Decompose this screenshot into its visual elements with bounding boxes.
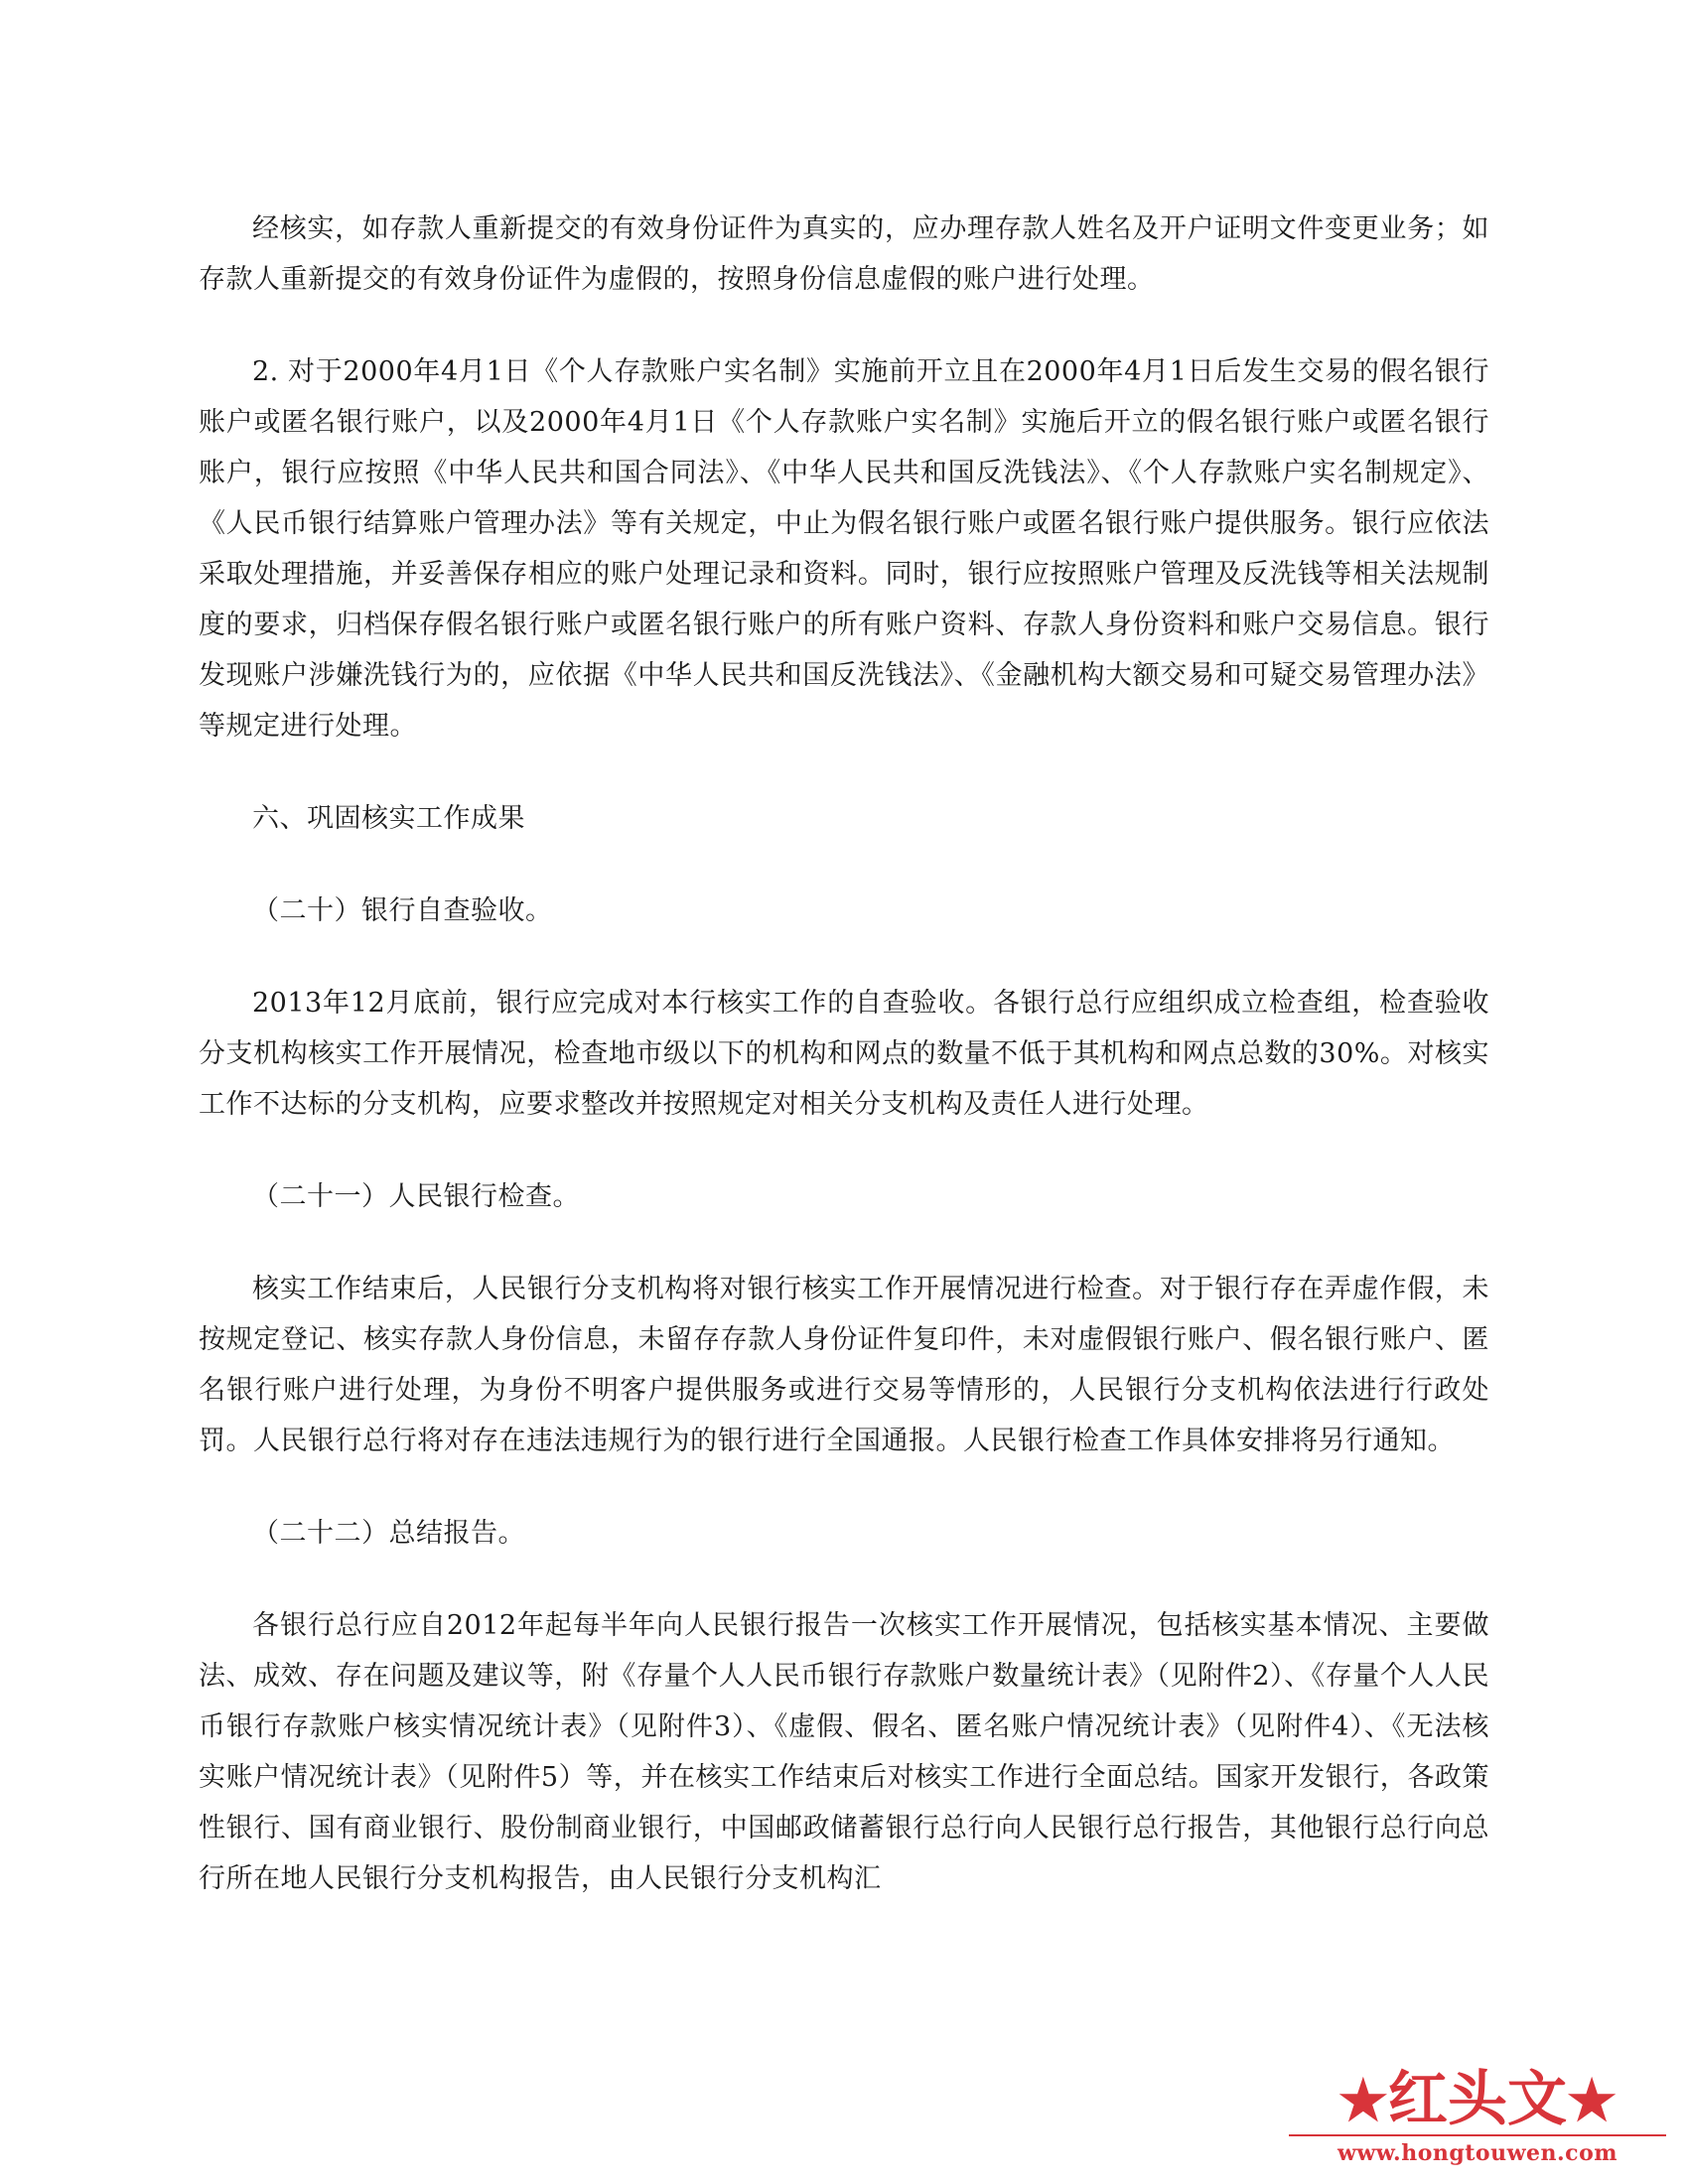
paragraph-summary-report: 各银行总行应自2012年起每半年向人民银行报告一次核实工作开展情况，包括核实基本情况、主要做法、成效、存在问题及建议等，附《存量个人人民币银行存款账户数量统计表》（见附件2）、《存量个人人民币银行存款账户核实情况统计表》（见附件3）、《虚假、假名、匿名账户情况统计表》（见附件4）、《无法核实账户情况统计表》（见附件5）等，并在核实工作结束后对核实工作进行全面总结。国家开发银行，各政策性银行、国有商业银行、股份制商业银行，中国邮政储蓄银行总行向人民银行总行报告，其他银行总行向总行所在地人民银行分支机构报告，由人民银行分支机构汇 <box>199 1610 1489 1894</box>
watermark-divider <box>1289 2134 1666 2136</box>
star-icon: ★ <box>1567 2068 1618 2133</box>
section-heading-6: 六、巩固核实工作成果 <box>252 803 525 834</box>
watermark-title-row <box>1289 2065 1666 2135</box>
document-body <box>199 204 1489 1904</box>
watermark-title: 红头文 <box>1388 2065 1567 2134</box>
watermark-url: www.hongtouwen.com <box>1336 2140 1618 2166</box>
subheading-21: （二十一）人民银行检查。 <box>252 1181 580 1212</box>
paragraph-pboc-inspection: 核实工作结束后，人民银行分支机构将对银行核实工作开展情况进行检查。对于银行存在弄虚作假，未按规定登记、核实存款人身份信息，未留存存款人身份证件复印件，未对虚假银行账户、假名银行账户、匿名银行账户进行处理，为身份不明客户提供服务或进行交易等情形的，人民银行分支机构依法进行行政处罚。人民银行总行将对存在违法违规行为的银行进行全国通报。人民银行检查工作具体安排将另行通知。 <box>199 1274 1489 1456</box>
star-icon: ★ <box>1337 2068 1388 2133</box>
paragraph-item-2: 2. 对于2000年4月1日《个人存款账户实名制》实施前开立且在2000年4月1日后发生交易的假名银行账户或匿名银行账户，以及2000年4月1日《个人存款账户实名制》实施后开立的假名银行账户或匿名银行账户，银行应按照《中华人民共和国合同法》、《中华人民共和国反洗钱法》、《个人存款账户实名制规定》、《人民币银行结算账户管理办法》等有关规定，中止为假名银行账户或匿名银行账户提供服务。银行应依法采取处理措施，并妥善保存相应的账户处理记录和资料。同时，银行应按照账户管理及反洗钱等相关法规制度的要求，归档保存假名银行账户或匿名银行账户的所有账户资料、存款人身份资料和账户交易信息。银行发现账户涉嫌洗钱行为的，应依据《中华人民共和国反洗钱法》、《金融机构大额交易和可疑交易管理办法》等规定进行处理。 <box>199 356 1489 742</box>
paragraph-verification-result: 经核实，如存款人重新提交的有效身份证件为真实的，应办理存款人姓名及开户证明文件变更业务；如存款人重新提交的有效身份证件为虚假的，按照身份信息虚假的账户进行处理。 <box>199 213 1489 295</box>
watermark-logo <box>1289 2063 1666 2172</box>
subheading-20: （二十）银行自查验收。 <box>252 895 553 926</box>
paragraph-self-check: 2013年12月底前，银行应完成对本行核实工作的自查验收。各银行总行应组织成立检查组，检查验收分支机构核实工作开展情况，检查地市级以下的机构和网点的数量不低于其机构和网点总数的30%。对核实工作不达标的分支机构，应要求整改并按照规定对相关分支机构及责任人进行处理。 <box>199 988 1489 1120</box>
subheading-22: （二十二）总结报告。 <box>252 1518 525 1549</box>
